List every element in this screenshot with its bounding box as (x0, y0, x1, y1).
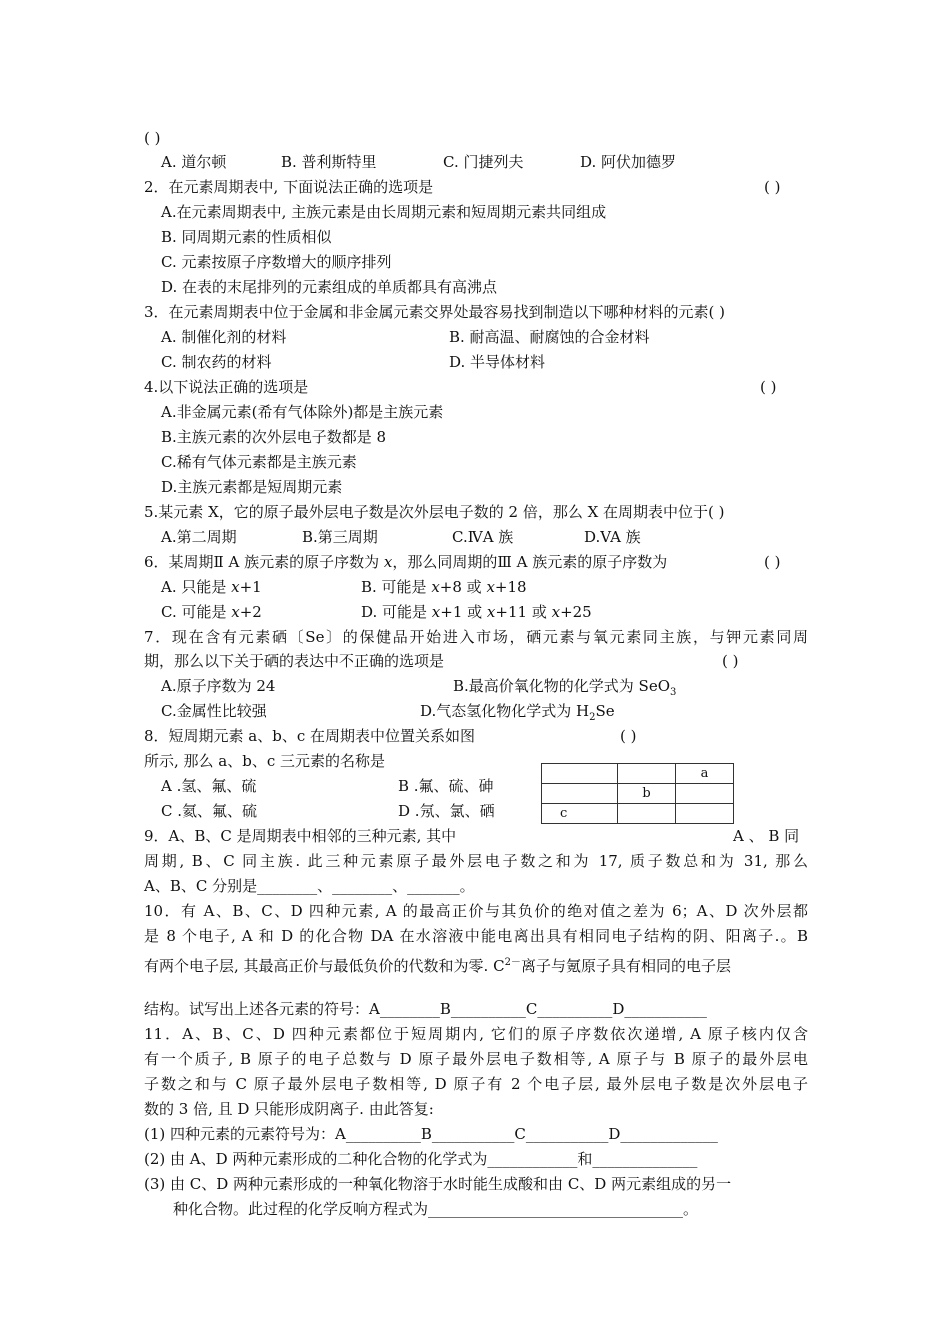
q7-stem-line2: 期，那么以下关于硒的表达中不正确的选项是 (144, 652, 445, 670)
q7-option-c: C.金属性比较强 (161, 702, 267, 720)
table-row (542, 764, 734, 784)
q9-stem-line2: 周期, B、C 同主族. 此三种元素原子最外层电子数之和为 17, 质子数总和为 31, 那么 (144, 852, 808, 870)
q11-stem-line3: 子数之和与 C 原子最外层电子数相等, D 原子有 2 个电子层, 最外层电子数是次外层电子 (144, 1075, 808, 1093)
q6-option-d: D. 可能是 x+1 或 x+11 或 x+25 (361, 603, 592, 621)
q8-option-b: B .氟、硫、砷 (398, 777, 494, 795)
q5-stem: 5.某元素 X，它的原子最外层电子数是次外层电子数的 2 倍，那么 X 在周期表中位于( ) (144, 503, 725, 521)
table-cell (618, 804, 676, 824)
q1-option-d: D. 阿伏加德罗 (580, 153, 677, 171)
table-row (542, 784, 734, 804)
q4-option-a: A.非金属元素(希有气体除外)都是主族元素 (161, 403, 444, 421)
q3-option-c: C. 制农药的材料 (161, 353, 272, 371)
q10-answer-blanks: 结构。试写出上述各元素的符号：A________B__________C__________D___________ (144, 1000, 707, 1018)
q4-answer-paren: ( ) (760, 378, 777, 396)
q4-option-d: D.主族元素都是短周期元素 (161, 478, 343, 496)
q3-option-a: A. 制催化剂的材料 (161, 328, 287, 346)
q9-stem-line1-right: A 、 B 同 (733, 827, 800, 845)
q8-answer-paren: ( ) (620, 727, 637, 745)
q11-sub3-line2: 种化合物。此过程的化学反响方程式为__________________________________。 (173, 1200, 699, 1218)
q2-option-a: A.在元素周期表中, 主族元素是由长周期元素和短周期元素共同组成 (161, 203, 607, 221)
q5-option-d: D.VA 族 (584, 528, 641, 546)
table-cell (676, 784, 734, 804)
q6-option-a: A. 只能是 x+1 (161, 578, 262, 596)
table-cell-a: a (676, 764, 734, 784)
q2-option-d: D. 在表的末尾排列的元素组成的单质都具有高沸点 (161, 278, 498, 296)
q3-option-b: B. 耐高温、耐腐蚀的合金材料 (449, 328, 650, 346)
q7-stem-line1: 7．现在含有元素硒〔Se〕的保健品开始进入市场，硒元素与氧元素同主族，与钾元素同周 (144, 628, 808, 646)
q11-stem-line2: 有一个质子, B 原子的电子总数与 D 原子最外层电子数相等, A 原子与 B 原子的最外层电 (144, 1050, 808, 1068)
q6-option-b: B. 可能是 x+8 或 x+18 (361, 578, 527, 596)
table-cell (676, 804, 734, 824)
q4-option-b: B.主族元素的次外层电子数都是 8 (161, 428, 387, 446)
q9-answer-blanks: A、B、C 分别是________、________、_______。 (144, 877, 475, 895)
q11-stem-line4: 数的 3 倍, 且 D 只能形成阴离子. 由此答复: (144, 1100, 434, 1118)
q2-stem: 2．在元素周期表中, 下面说法正确的选项是 (144, 178, 434, 196)
table-cell (542, 784, 618, 804)
q10-stem-line1: 10．有 A、B、C、D 四种元素, A 的最高正价与其负价的绝对值之差为 6；A、D 次外层都 (144, 902, 808, 920)
q11-sub2: (2) 由 A、D 两种元素形成的二种化合物的化学式为____________和______________ (144, 1150, 698, 1168)
q4-stem: 4.以下说法正确的选项是 (144, 378, 309, 396)
table-cell-b: b (618, 784, 676, 804)
table-row (542, 804, 734, 824)
q10-stem-line3: 有两个电子层, 其最高正价与最低负价的代数和为零. $C^{2-}$离子与氪原子具有相同的电子层 (144, 957, 731, 975)
q1-option-b: B. 普利斯特里 (281, 153, 377, 171)
q8-option-d: D .氖、氯、硒 (398, 802, 495, 820)
q6-option-c: C. 可能是 x+2 (161, 603, 262, 621)
q6-answer-paren: ( ) (764, 553, 781, 571)
q5-option-b: B.第三周期 (302, 528, 378, 546)
q5-option-a: A.第二周期 (161, 528, 237, 546)
q2-answer-paren: ( ) (764, 178, 781, 196)
q1-option-c: C. 门捷列夫 (443, 153, 524, 171)
q10-stem-line2: 是 8 个电子, A 和 D 的化合物 DA 在水溶液中能电离出具有相同电子结构的阴、阳离子.。B (144, 927, 808, 945)
q2-option-c: C. 元素按原子序数增大的顺序排列 (161, 253, 392, 271)
q8-stem-line1: 8．短周期元素 a、b、c 在周期表中位置关系如图 (144, 727, 476, 745)
q8-stem-line2: 所示, 那么 a、b、c 三元素的名称是 (144, 752, 386, 770)
q4-option-c: C.稀有气体元素都是主族元素 (161, 453, 357, 471)
q6-stem: 6．某周期Ⅱ A 族元素的原子序数为 x，那么同周期的Ⅲ A 族元素的原子序数为 (144, 553, 668, 571)
q7-option-a: A.原子序数为 24 (161, 677, 276, 695)
q9-stem-line1: 9．A、B、C 是周期表中相邻的三种元素, 其中 (144, 827, 457, 845)
q7-answer-paren: ( ) (722, 652, 739, 670)
q3-option-d: D. 半导体材料 (449, 353, 546, 371)
q11-sub3-line1: (3) 由 C、D 两种元素形成的一种氧化物溶于水时能生成酸和由 C、D 两元素组成的另一 (144, 1175, 732, 1193)
q11-stem-line1: 11．A、B、C、D 四种元素都位于短周期内, 它们的原子序数依次递增, A 原子核内仅含 (144, 1025, 808, 1043)
q7-option-b: B.最高价氧化物的化学式为 SeO$_3$ (453, 677, 677, 698)
q8-periodic-position-table (541, 763, 734, 824)
q5-option-c: C.ⅣA 族 (452, 528, 514, 546)
table-cell (618, 764, 676, 784)
q3-stem: 3．在元素周期表中位于金属和非金属元素交界处最容易找到制造以下哪种材料的元素( ) (144, 303, 726, 321)
q8-option-c: C .氦、氟、硫 (161, 802, 258, 820)
q7-option-d: D.气态氢化物化学式为 $H_2Se$ (420, 702, 615, 723)
q1-option-a: A. 道尔顿 (161, 153, 227, 171)
table-cell-c: c (542, 804, 618, 824)
q8-option-a: A .氢、氟、硫 (161, 777, 257, 795)
q1-answer-paren: ( ) (144, 129, 161, 147)
q2-option-b: B. 同周期元素的性质相似 (161, 228, 332, 246)
q11-sub1: (1) 四种元素的元素符号为：A__________B___________C___________D_____________ (144, 1125, 718, 1143)
table-cell (542, 764, 618, 784)
